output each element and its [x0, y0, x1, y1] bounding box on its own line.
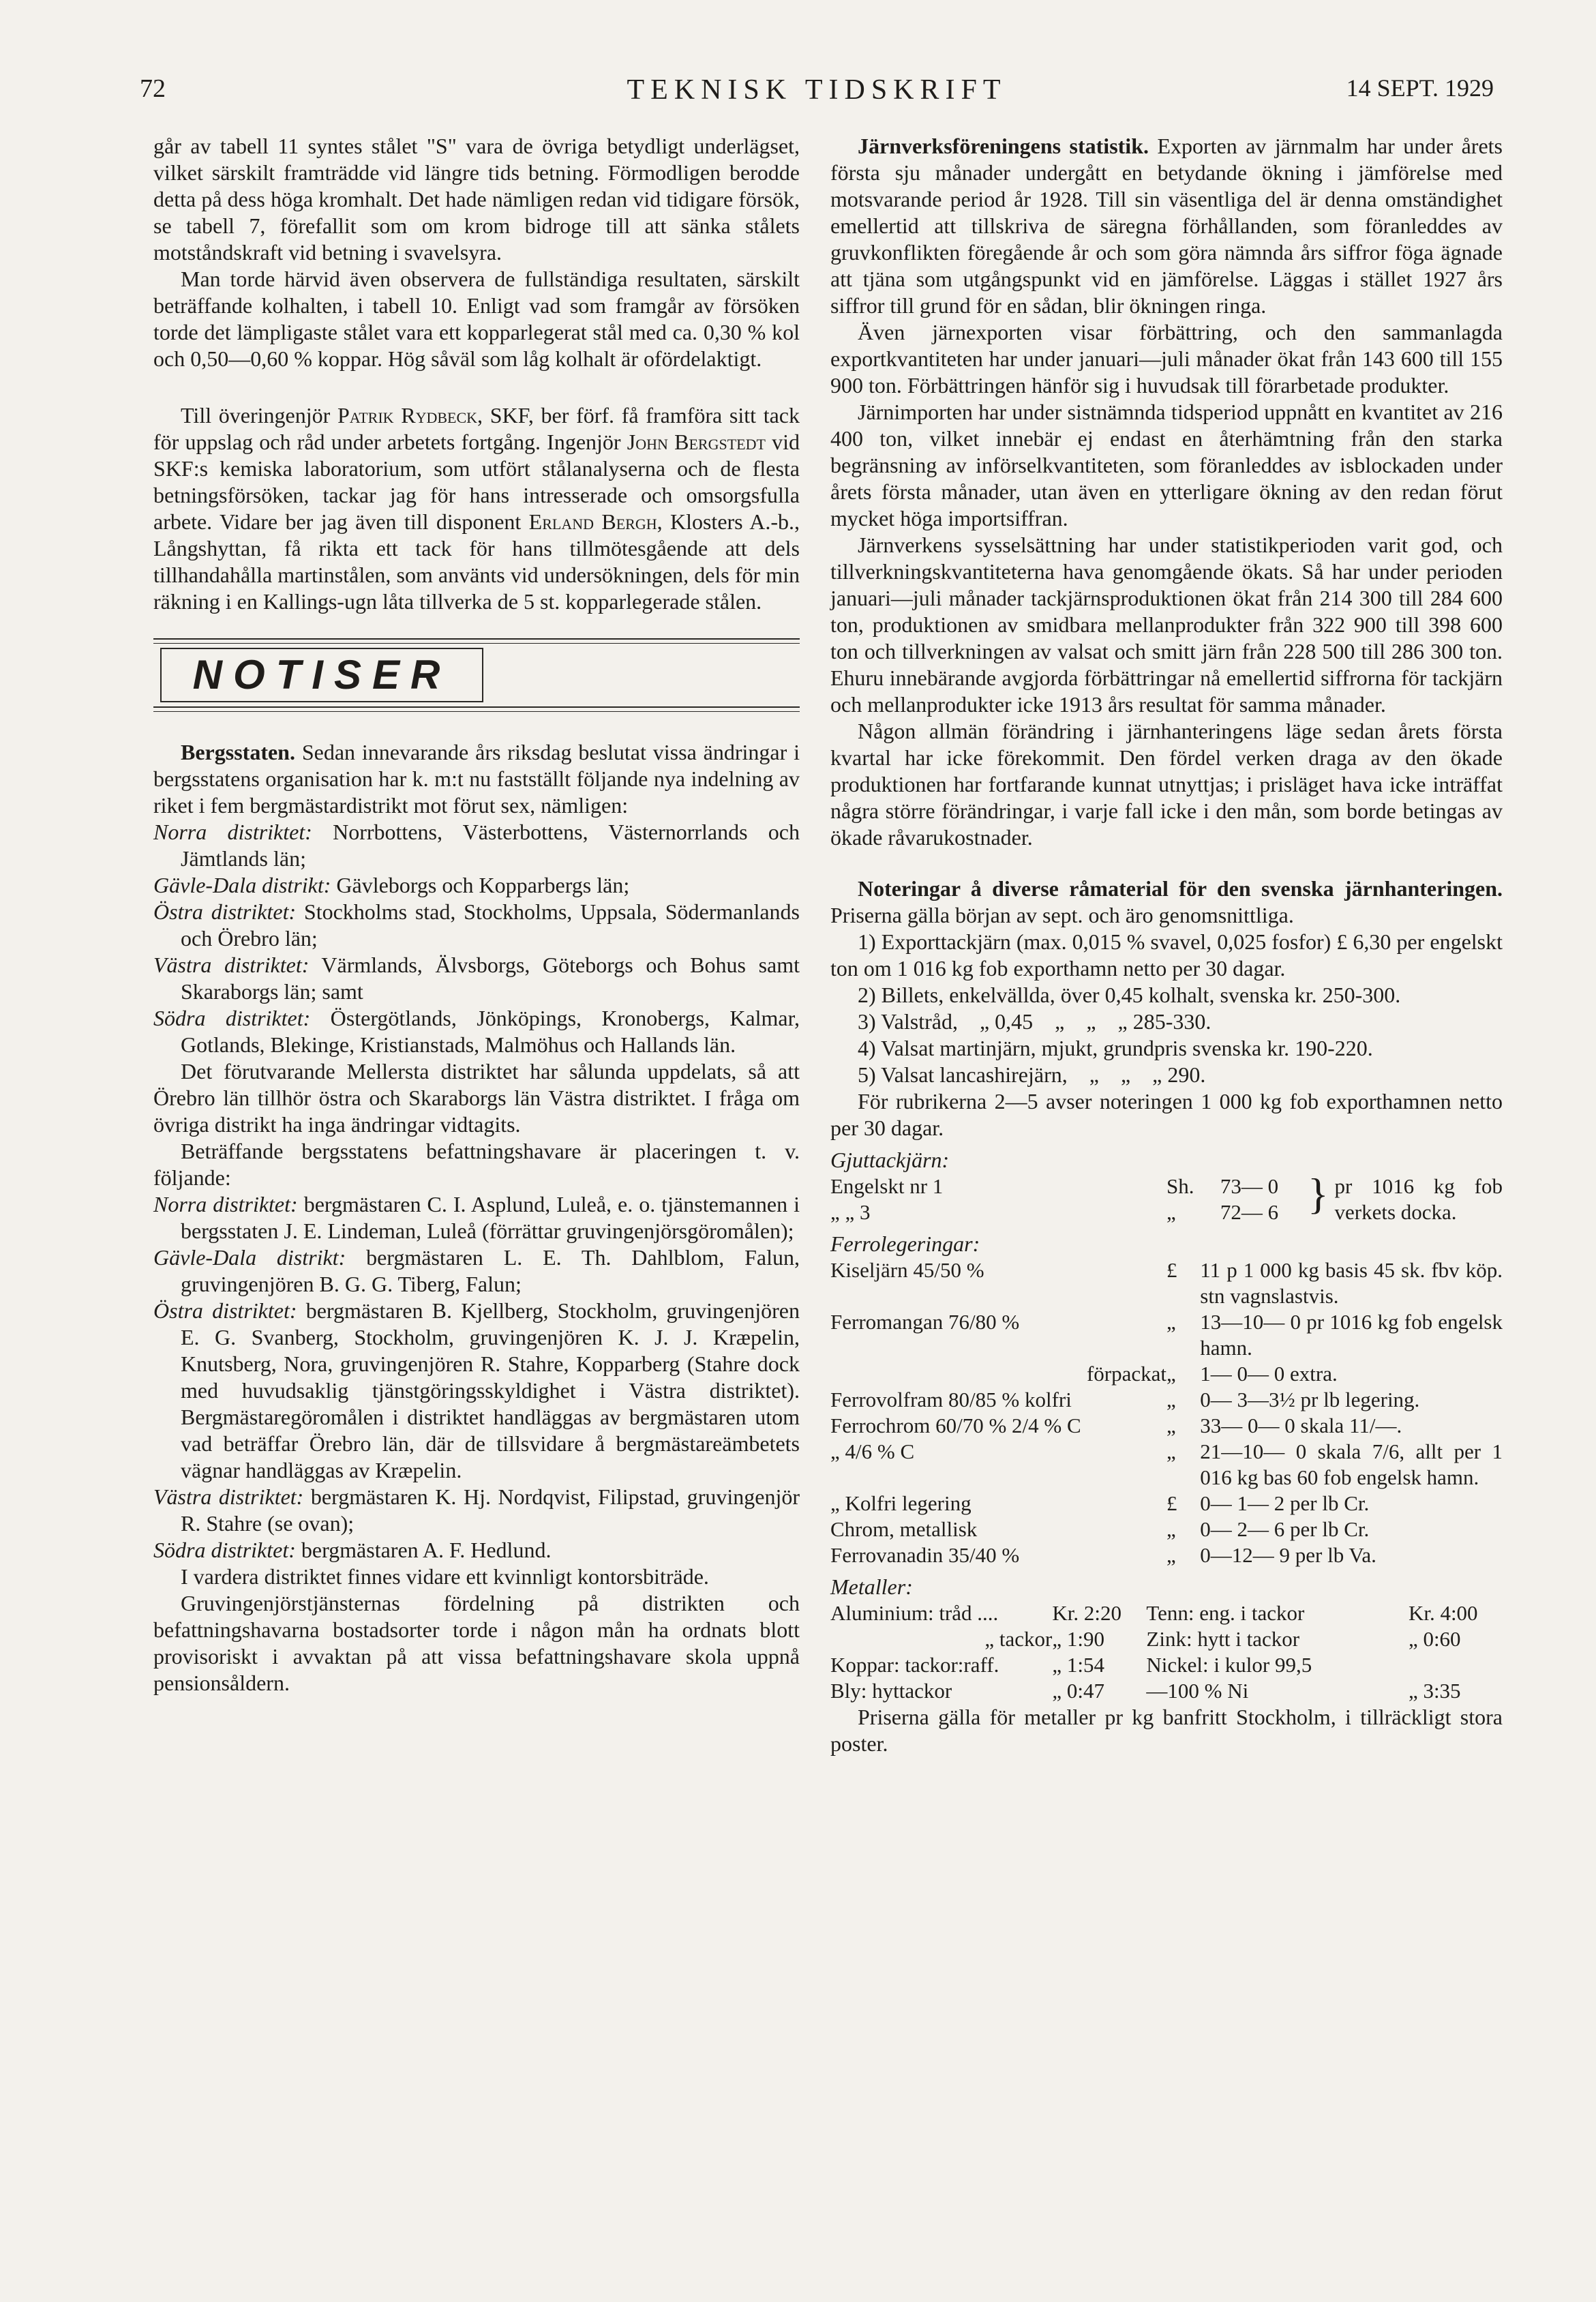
- table-row: „ tackor „ 1:90 Zink: hytt i tackor „ 0:60: [984, 1627, 1461, 1651]
- table-row: Ferrovanadin 35/40 % „ 0—12— 9 per lb Va.: [830, 1543, 1376, 1567]
- subhead-gjuttackjarn: Gjuttackjärn:: [830, 1148, 950, 1172]
- paragraph: Någon allmän förändring i järnhanteringens läge sedan årets första kvartal har icke förekommit. Den fördel verken draga av den ökade produktionen har fortfarande kunnat utnyttjas; i prisläget hava icke inträffat några större förändringar, i varje fall icke i den mån, som borde betingas av ökade råvarukostnader.: [830, 719, 1503, 850]
- right-column: [830, 133, 1503, 1757]
- paragraph: Man torde härvid även observera de fullständiga resultaten, särskilt beträffande kolhalten, i tabell 10. Enligt vad som framgår av försöken torde det lämpligaste stålet vara ett kopparlegerat stål med ca. 0,30 % kol och 0,50—0,60 % koppar. Hög såväl som låg kolhalt är ofördelaktigt.: [153, 267, 800, 371]
- district-item: Gävle-Dala distrikt: Gävleborgs och Kopparbergs län;: [153, 873, 630, 897]
- acknowledgement: Till överingenjör Patrik Rydbeck, SKF, ber förf. få framföra sitt tack för uppslag och råd under arbetets fortgång. Ingenjör John Bergstedt vid SKF:s kemiska laboratorium, som utfört stålanalyserna och de flesta betningsförsöken, tackar jag för hans intresserade och omsorgsfulla arbete. Vidare ber jag även till disponent Erland Bergh, Klosters A.-b., Långshyttan, få rikta ett tack för hans tillmötesgående att dels tillhandahålla martinstålen, som använts vid undersökningen, dels för min räkning i en Kallings-ugn låta tillverka de 5 st. kopparlegerade stålen.: [153, 403, 800, 614]
- paragraph: Gruvingenjörstjänsternas fördelning på distrikten och befattningshavarna bostadsorter torde i någon mån ha ordnats blott provisoriskt i avvaktan på att vissa befattningshavare skola uppnå pensionsåldern.: [153, 1591, 800, 1695]
- price-item: 2) Billets, enkelvällda, över 0,45 kolhalt, svenska kr. 250-300.: [858, 983, 1401, 1007]
- article-noteringar: Noteringar å diverse råmaterial för den svenska järnhanteringen. Priserna gälla början av sept. och äro genomsnittliga.: [830, 876, 1503, 927]
- section-title: NOTISER: [160, 648, 483, 702]
- page-number: 72: [140, 74, 166, 103]
- table-row: Kiseljärn 45/50 % £ 11 p 1 000 kg basis 45 sk. fbv köp. stn vagnslastvis.: [830, 1258, 1503, 1308]
- notiser-banner: [153, 638, 800, 712]
- table-row: Chrom, metallisk „ 0— 2— 6 per lb Cr.: [830, 1517, 1370, 1541]
- brace: }: [1308, 1169, 1329, 1218]
- staff-item: Gävle-Dala distrikt: bergmästaren L. E. Th. Dahlblom, Falun, gruvingenjören B. G. G. Tiberg, Falun;: [153, 1245, 800, 1296]
- table-row: Koppar: tackor:raff. „ 1:54 Nickel: i kulor 99,5: [830, 1653, 1312, 1677]
- metaller-table: [830, 1600, 1503, 1704]
- subhead-metaller: Metaller:: [830, 1574, 913, 1599]
- page-header: [140, 74, 1494, 121]
- price-item: 4) Valsat martinjärn, mjukt, grundpris svenska kr. 190-220.: [858, 1036, 1373, 1060]
- paragraph: Järnverkens sysselsättning har under statistikperioden varit god, och tillverkningskvantiteterna hava genomgående ökats. Så har under perioden januari—juli månader tackjärnsproduktionen ökat från 214 300 till 284 600 ton, produktionen av smidbara mellanprodukter från 322 900 till 398 600 ton och tillverkningen av valsat och smitt järn från 228 500 till 286 300 ton. Ehuru innebärande avgjorda förbättringar nå emellertid siffrorna för tackjärn och mellanprodukter icke 1913 års resultat för samma månader.: [830, 533, 1503, 717]
- gjuttackjarn-table: [830, 1169, 1503, 1225]
- table-row: „ „ 3 „ 72— 6: [830, 1200, 1279, 1224]
- paragraph: Det förutvarande Mellersta distriktet har sålunda uppdelats, så att Örebro län tillhör östra och Skaraborgs län Västra distriktet. I fråga om övriga distrikt ha inga ändringar vidtagits.: [153, 1059, 800, 1137]
- issue-date: 14 SEPT. 1929: [1346, 74, 1494, 102]
- staff-item: Östra distriktet: bergmästaren B. Kjellberg, Stockholm, gruvingenjören E. G. Svanberg, Stockholm, gruvingenjören K. J. J. Kræpelin, Knutsberg, Nora, gruvingenjören R. Stahre, Kopparberg (Stahre dock med huvudsaklig tjänstgöringsskyldighet i Västra distriktet). Bergmästaregöromålen i distriktet handläggas av bergmästaren utom vad beträffar Örebro län, där de tillsvidare å bergmästareämbetets vägnar handläggas av Kræpelin.: [153, 1298, 800, 1482]
- table-row: Bly: hyttackor „ 0:47 —100 % Ni „ 3:35: [830, 1679, 1461, 1703]
- staff-item: Norra distriktet: bergmästaren C. I. Asplund, Luleå, e. o. tjänstemannen i bergsstaten J. E. Lindeman, Luleå (förrättar gruvingenjörsgöromålen);: [153, 1192, 800, 1243]
- price-item: 3) Valstråd, „ 0,45 „ „ „ 285-330.: [858, 1009, 1211, 1034]
- table-row: förpackat „ 1— 0— 0 extra.: [1086, 1362, 1338, 1386]
- subhead-ferrolegeringar: Ferrolegeringar:: [830, 1231, 980, 1256]
- table-row: „ Kolfri legering £ 0— 1— 2 per lb Cr.: [830, 1491, 1370, 1515]
- table-row: Ferrochrom 60/70 % 2/4 % C „ 33— 0— 0 skala 11/—.: [830, 1414, 1402, 1437]
- article-jarnverk: Järnverksföreningens statistik. Exporten av järnmalm har under årets första sju månader undergått en betydande ökning i jämförelse med motsvarande period år 1928. Till sin väsentliga del är denna omständighet emellertid att tillskriva de säregna förhållanden, som föranleddes av gruvkonflikten föregående år och som göra nämnda års siffror föga ägnade att tjäna som utgångspunkt vid en jämförelse. Läggas i stället 1927 års siffror till grund för en sådan, blir ökningen ringa.: [830, 134, 1503, 318]
- table-row: Aluminium: tråd .... Kr. 2:20 Tenn: eng. i tackor Kr. 4:00: [830, 1601, 1478, 1625]
- table-row: Engelskt nr 1 Sh. 73— 0 } pr 1016 kg fob verkets docka.: [830, 1169, 1503, 1224]
- price-item: 5) Valsat lancashirejärn, „ „ „ 290.: [858, 1062, 1206, 1087]
- staff-item: Södra distriktet: bergmästaren A. F. Hedlund.: [153, 1538, 552, 1562]
- article-bergsstaten: Bergsstaten. Sedan innevarande års riksdag beslutat vissa ändringar i bergsstatens organisation har k. m:t nu fastställt följande nya indelning av riket i fem bergmästardistrikt mot förut sex, nämligen:: [153, 740, 800, 818]
- paragraph: I vardera distriktet finnes vidare ett kvinnligt kontorsbiträde.: [181, 1564, 709, 1589]
- table-row: Ferrovolfram 80/85 % kolfri „ 0— 3—3½ pr lb legering.: [830, 1388, 1420, 1411]
- table-row: Ferromangan 76/80 % „ 13—10— 0 pr 1016 kg fob engelsk hamn.: [830, 1310, 1503, 1360]
- paragraph: Priserna gälla för metaller pr kg banfritt Stockholm, i tillräckligt stora poster.: [830, 1705, 1503, 1756]
- paragraph: Järnimporten har under sistnämnda tidsperiod uppnått en kvantitet av 216 400 ton, vilket innebär ej endast en återhämtning från den starka begränsning av införselkvantiteten, som föranleddes av isblockaden under årets första månader, utan även en ytterligare ökning av den redan förut mycket höga importsiffran.: [830, 400, 1503, 530]
- district-item: Västra distriktet: Värmlands, Älvsborgs, Göteborgs och Bohus samt Skaraborgs län; samt: [153, 953, 800, 1004]
- staff-item: Västra distriktet: bergmästaren K. Hj. Nordqvist, Filipstad, gruvingenjör R. Stahre (se ovan);: [153, 1484, 800, 1536]
- district-item: Södra distriktet: Östergötlands, Jönköpings, Kronobergs, Kalmar, Gotlands, Blekinge, Kristianstads, Malmöhus och Hallands län.: [153, 1006, 800, 1057]
- price-item: 1) Exporttackjärn (max. 0,015 % svavel, 0,025 fosfor) £ 6,30 per engelskt ton om 1 016 kg fob exporthamn netto per 30 dagar.: [830, 929, 1503, 981]
- district-item: Östra distriktet: Stockholms stad, Stockholms, Uppsala, Södermanlands och Örebro län;: [153, 899, 800, 951]
- journal-title: TEKNISK TIDSKRIFT: [627, 74, 1007, 106]
- left-column: [153, 133, 800, 1696]
- table-row: „ 4/6 % C „ 21—10— 0 skala 7/6, allt per 1 016 kg bas 60 fob engelsk hamn.: [830, 1439, 1503, 1489]
- district-item: Norra distriktet: Norrbottens, Västerbottens, Västernorrlands och Jämtlands län;: [153, 820, 800, 871]
- paragraph: Även järnexporten visar förbättring, och den sammanlagda exportkvantiteten har under januari—juli månader ökat från 143 600 till 155 900 ton. Förbättringen hänför sig i huvudsak till förarbetade produkter.: [830, 320, 1503, 398]
- paragraph: För rubrikerna 2—5 avser noteringen 1 000 kg fob exporthamnen netto per 30 dagar.: [830, 1089, 1503, 1140]
- paragraph: går av tabell 11 syntes stålet "S" vara de övriga betydligt underlägset, vilket särskilt framträdde vid längre tids betning. Förmodligen berodde detta på dess höga kromhalt. Det hade nämligen redan vid tidigare försök, se tabell 7, förefallit som om krom bidroge till att sänka stålets motståndskraft vid betning i svavelsyra.: [153, 134, 800, 265]
- paragraph: Beträffande bergsstatens befattningshavare är placeringen t. v. följande:: [153, 1139, 800, 1190]
- ferro-table: [830, 1257, 1503, 1568]
